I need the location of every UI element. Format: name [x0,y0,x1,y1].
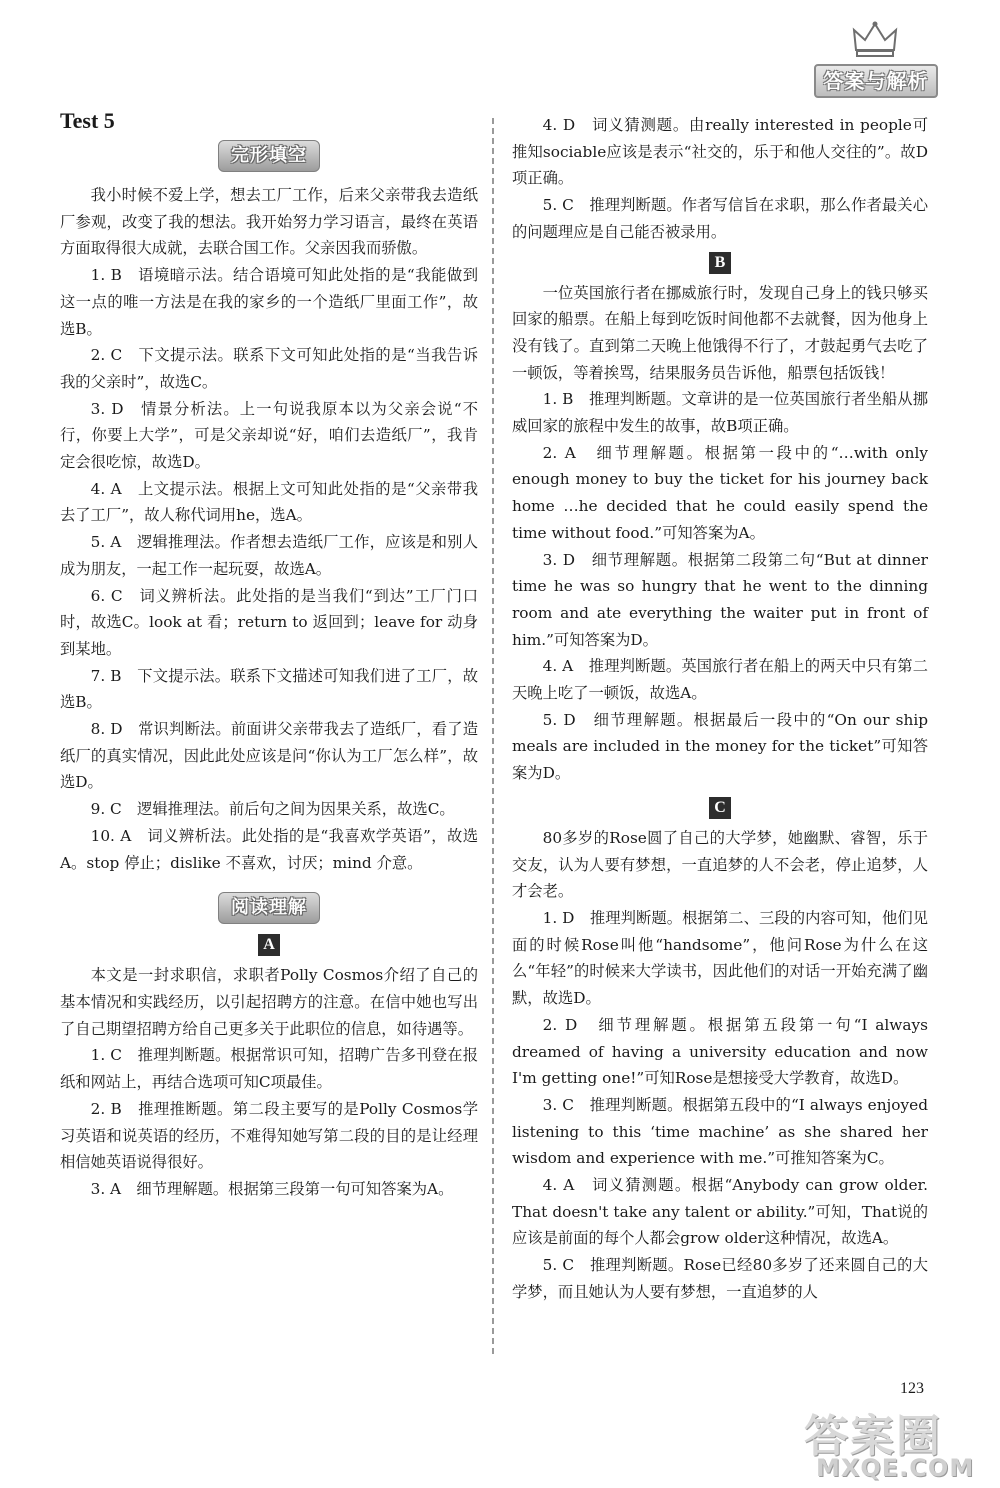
cloze-section-title: 完形填空 [218,140,320,172]
test-title: Test 5 [60,108,115,133]
watermark-url: MXQE.COM [816,1454,975,1482]
page-number: 123 [900,1380,924,1397]
answer-analysis-badge: 答案与解析 [814,64,938,98]
passage-c-answer: 1. D 推理判断题。根据第二、三段的内容可知，他们见面的时候Rose叫他“handsome”，他问Rose为什么在这么“年轻”的时候来大学读书，因此他们的对话一开始充满了幽默，故选D。 [512,908,928,1008]
reading-section-title: 阅读理解 [218,892,320,924]
reading-section-header [60,892,478,924]
passage-b-answer: 3. D 细节理解题。根据第二段第二句“But at dinner time he was so hungry that he went to the dinning room and ate everything the waiter put in front of him.”可知答案为D。 [512,550,928,649]
cloze-answer: 10. A 词义辨析法。此处指的是“我喜欢学英语”，故选A。stop 停止；dislike 不喜欢，讨厌；mind 介意。 [60,826,478,872]
cloze-answer: 1. B 语境暗示法。结合语境可知此处指的是“我能做到这一点的唯一方法是在我的家乡的一个造纸厂里面工作”，故选B。 [60,266,478,338]
passage-a-answer: 2. B 推理推断题。第二段主要写的是Polly Cosmos学习英语和说英语的经历，不难得知她写第二段的目的是让经理相信她英语说得很好。 [60,1099,478,1172]
cloze-summary: 我小时候不爱上学，想去工厂工作，后来父亲带我去造纸厂参观，改变了我的想法。我开始努力学习语言，最终在英语方面取得很大成就，去联合国工作。父亲因我而骄傲。 [60,186,478,258]
watermark [782,1400,992,1484]
cloze-answer: 7. B 下文提示法。联系下文描述可知我们进了工厂，故选B。 [60,666,478,712]
cloze-answer: 6. C 词义辨析法。此处指的是当我们“到达”工厂门口时，故选C。look at 看；return to 返回到；leave for 动身到某地。 [60,586,478,658]
right-column [512,112,928,1306]
watermark-logo-text: 答案圈 [804,1411,942,1462]
passage-c-header [512,797,928,819]
passage-a-header [60,934,478,956]
cloze-section-header [60,140,478,172]
passage-b-label: B [709,252,731,274]
passage-a-summary: 本文是一封求职信，求职者Polly Cosmos介绍了自己的基本情况和实践经历，以引起招聘方的注意。在信中她也写出了自己期望招聘方给自己更多关于此职位的信息，如待遇等。 [60,966,478,1038]
passage-c-summary: 80多岁的Rose圆了自己的大学梦，她幽默、睿智，乐于交友，认为人要有梦想，一直追梦的人不会老，停止追梦，人才会老。 [512,828,928,901]
cloze-answer: 5. A 逻辑推理法。作者想去造纸厂工作，应该是和别人成为朋友，一起工作一起玩耍，故选A。 [60,533,478,578]
passage-a-answer: 1. C 推理判断题。根据常识可知，招聘广告多刊登在报纸和网站上，再结合选项可知C项最佳。 [60,1046,478,1092]
passage-a-answer: 4. D 词义猜测题。由really interested in people可推知sociable应该是表示“社交的，乐于和他人交往的”。故D项正确。 [512,116,928,188]
cloze-answer: 9. C 逻辑推理法。前后句之间为因果关系，故选C。 [90,800,455,819]
header-badge [814,20,938,108]
passage-b-answer: 2. A 细节理解题。根据第一段中的“…with only enough money to buy the ticket for his journey back home …he decided that he could easily spend the time without food.”可知答案为A。 [512,443,928,542]
passage-b-summary: 一位英国旅行者在挪威旅行时，发现自己身上的钱只够买回家的船票。在船上每到吃饭时间他都不去就餐，因为他身上没有钱了。直到第二天晚上他饿得不行了，才鼓起勇气去吃了一顿饭，等着挨骂，结果服务员告诉他，船票包括饭钱！ [512,283,928,382]
column-divider [492,118,494,1354]
passage-b-answer: 5. D 细节理解题。根据最后一段中的“On our ship meals are included in the money for the ticket”可知答案为D。 [512,710,928,783]
passage-a-answer: 5. C 推理判断题。作者写信旨在求职，那么作者最关心的问题理应是自己能否被录用。 [512,196,928,241]
passage-b-header [512,252,928,274]
passage-a-answer: 3. A 细节理解题。根据第三段第一句可知答案为A。 [90,1179,454,1198]
passage-a-label: A [258,934,280,956]
crown-icon [852,20,898,60]
cloze-answer: 2. C 下文提示法。联系下文可知此处指的是“当我告诉我的父亲时”，故选C。 [60,346,478,391]
cloze-answer: 3. D 情景分析法。上一句说我原本以为父亲会说“不行，你要上大学”，可是父亲却说“好，咱们去造纸厂”，我肯定会很吃惊，故选D。 [60,399,478,472]
passage-c-answer: 5. C 推理判断题。Rose已经80多岁了还来圆自己的大学梦，而且她认为人要有梦想，一直追梦的人 [512,1256,928,1301]
cloze-answer: 4. A 上文提示法。根据上文可知此处指的是“父亲带我去了工厂”，故人称代词用he，选A。 [60,479,478,525]
passage-c-label: C [709,797,731,819]
passage-c-answer: 3. C 推理判断题。根据第五段中的“I always enjoyed listening to this ‘time machine’ as she shared her wisdom and experience with me.”可推知答案为C。 [512,1095,928,1168]
passage-c-answer: 2. D 细节理解题。根据第五段第一句“I always dreamed of having a university education and now I'm getting one!”可知Rose是想接受大学教育，故选D。 [512,1015,928,1088]
passage-b-answer: 1. B 推理判断题。文章讲的是一位英国旅行者坐船从挪威回家的旅程中发生的故事，故B项正确。 [512,390,928,436]
passage-b-answer: 4. A 推理判断题。英国旅行者在船上的两天中只有第二天晚上吃了一顿饭，故选A。 [512,657,928,703]
passage-c-answer: 4. A 词义猜测题。根据“Anybody can grow older. That doesn't take any talent or ability.”可知，That说的应该是前面的每个人都会grow older这种情况，故选A。 [512,1176,928,1248]
left-column [60,108,478,1203]
cloze-answer: 8. D 常识判断法。前面讲父亲带我去了造纸厂，看了造纸厂的真实情况，因此此处应该是问“你认为工厂怎么样”，故选D。 [60,720,478,792]
